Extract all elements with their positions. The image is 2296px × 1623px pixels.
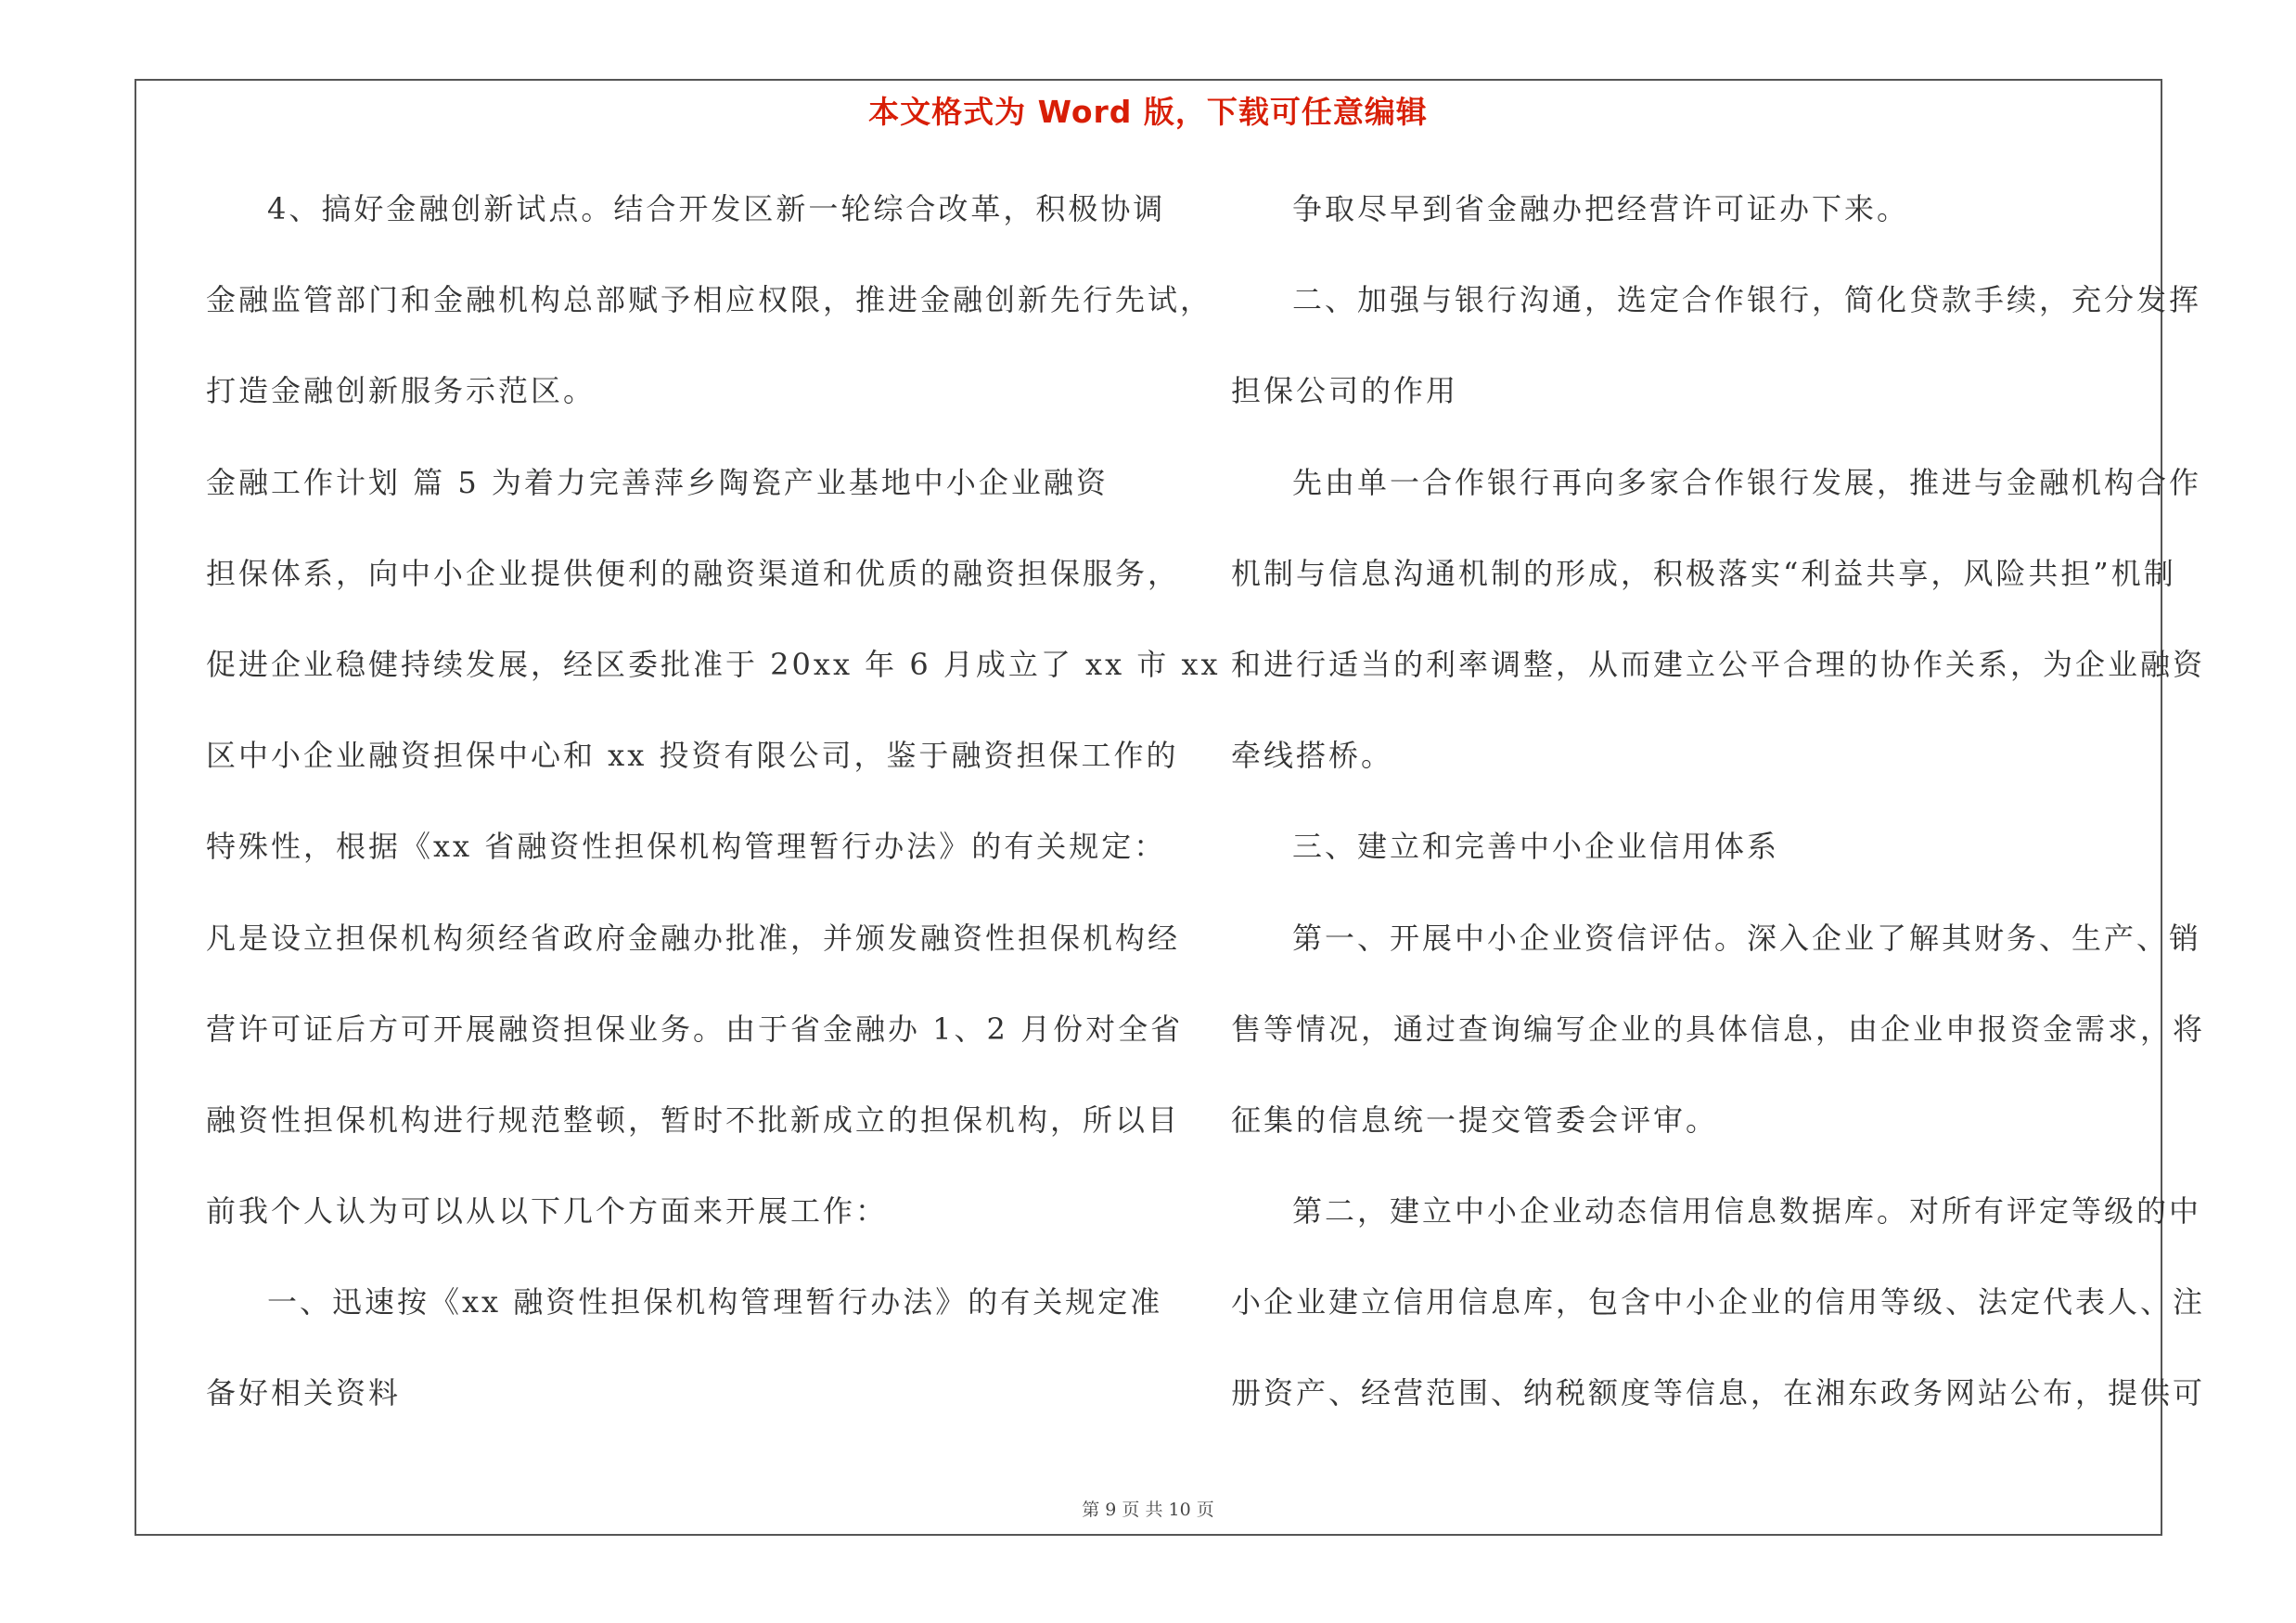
text-line: 先由单一合作银行再向多家合作银行发展，推进与金融机构合作	[1292, 464, 2202, 500]
text-line: 一、迅速按《xx 融资性担保机构管理暂行办法》的有关规定准	[267, 1284, 1163, 1320]
text-line: 第二，建立中小企业动态信用信息数据库。对所有评定等级的中	[1292, 1193, 2202, 1230]
text-line: 打造金融创新服务示范区。	[206, 373, 596, 409]
text-line: 第一、开展中小企业资信评估。深入企业了解其财务、生产、销	[1292, 920, 2202, 956]
text-line: 区中小企业融资担保中心和 xx 投资有限公司，鉴于融资担保工作的	[206, 738, 1179, 774]
text-line: 凡是设立担保机构须经省政府金融办批准，并颁发融资性担保机构经	[206, 920, 1181, 956]
text-line: 和进行适当的利率调整，从而建立公平合理的协作关系，为企业融资	[1231, 646, 2206, 682]
format-notice-banner: 本文格式为 Word 版，下载可任意编辑	[868, 94, 1428, 130]
page-number-footer: 第 9 页 共 10 页	[1082, 1500, 1214, 1520]
text-line: 小企业建立信用信息库，包含中小企业的信用等级、法定代表人、注	[1231, 1284, 2206, 1320]
right-text-column	[1231, 181, 2206, 1457]
text-line: 备好相关资料	[206, 1375, 402, 1411]
text-line: 三、建立和完善中小企业信用体系	[1292, 829, 1780, 865]
text-line: 售等情况，通过查询编写企业的具体信息，由企业申报资金需求，将	[1231, 1011, 2206, 1047]
text-line: 征集的信息统一提交管委会评审。	[1231, 1101, 1719, 1138]
text-line: 营许可证后方可开展融资担保业务。由于省金融办 1、2 月份对全省	[206, 1011, 1184, 1047]
text-line: 册资产、经营范围、纳税额度等信息，在湘东政务网站公布，提供可	[1231, 1375, 2206, 1411]
text-line: 牵线搭桥。	[1231, 738, 1394, 774]
text-line: 特殊性，根据《xx 省融资性担保机构管理暂行办法》的有关规定：	[206, 829, 1167, 865]
left-text-column	[206, 181, 1221, 1457]
text-line: 金融监管部门和金融机构总部赋予相应权限，推进金融创新先行先试，	[206, 282, 1213, 318]
text-line: 担保公司的作用	[1231, 373, 1459, 409]
text-line: 机制与信息沟通机制的形成，积极落实“利益共享，风险共担”机制	[1231, 555, 2176, 591]
text-line: 促进企业稳健持续发展，经区委批准于 20xx 年 6 月成立了 xx 市 xx	[206, 646, 1221, 682]
text-line: 担保体系，向中小企业提供便利的融资渠道和优质的融资担保服务，	[206, 555, 1181, 591]
text-line: 金融工作计划 篇 5 为着力完善萍乡陶瓷产业基地中小企业融资	[206, 464, 1109, 500]
text-line: 融资性担保机构进行规范整顿，暂时不批新成立的担保机构，所以目	[206, 1101, 1181, 1138]
text-line: 争取尽早到省金融办把经营许可证办下来。	[1292, 191, 1910, 226]
text-line: 前我个人认为可以从以下几个方面来开展工作：	[206, 1193, 889, 1230]
text-line: 4、搞好金融创新试点。结合开发区新一轮综合改革，积极协调	[267, 191, 1166, 226]
text-line: 二、加强与银行沟通，选定合作银行，简化贷款手续，充分发挥	[1292, 282, 2202, 318]
